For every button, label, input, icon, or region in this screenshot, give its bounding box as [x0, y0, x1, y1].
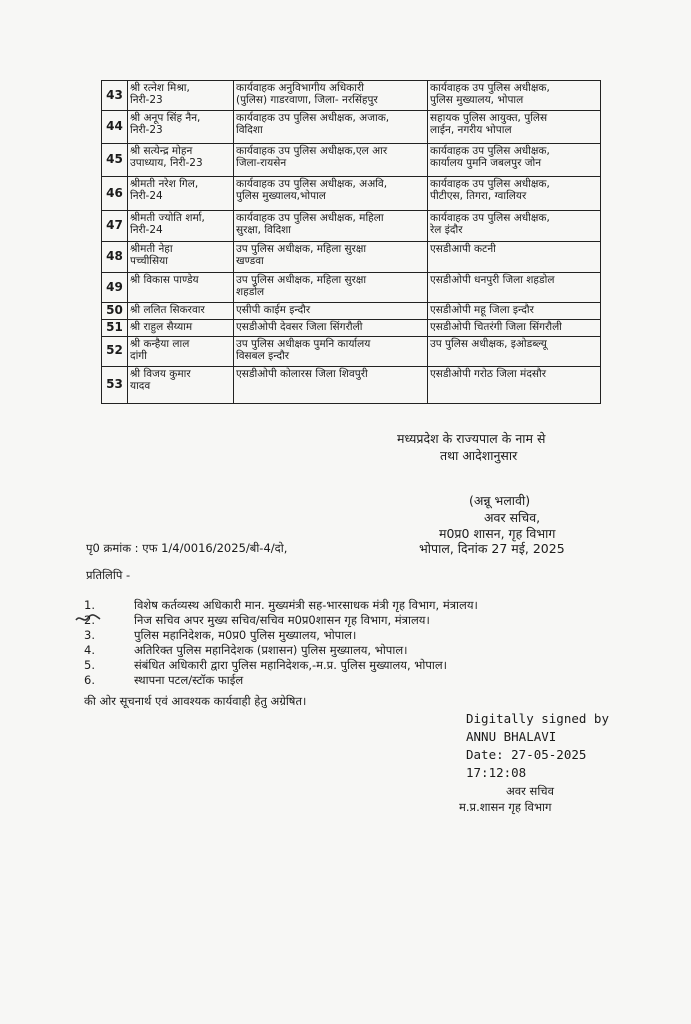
signatory-name: (अन्नू भलावी) — [469, 493, 531, 508]
table-row — [102, 303, 601, 320]
serial-number-cell: 49 — [102, 273, 128, 303]
serial-number-cell: 43 — [102, 81, 128, 111]
table-row — [102, 144, 601, 177]
table-row — [102, 242, 601, 273]
signature-department: म.प्र.शासन गृह विभाग — [459, 800, 552, 814]
endorsement-place-date: भोपाल, दिनांक 27 मई, 2025 — [419, 541, 565, 556]
new-posting-cell: उप पुलिस अधीक्षक, इओडब्ल्यू — [428, 336, 601, 366]
copy-item-text: पुलिस महानिदेशक, म0प्र0 पुलिस मुख्यालय, भोपाल। — [134, 628, 357, 642]
current-posting-cell: उप पुलिस अधीक्षक पुमनि कार्यालय विसबल इन्दौर — [234, 336, 428, 366]
table-row — [102, 273, 601, 303]
table-row — [102, 211, 601, 242]
new-posting-cell: एसडीओपी गरोठ जिला मंदसौर — [428, 366, 601, 403]
officer-name-cell: श्रीमती नरेश गिल, निरी-24 — [128, 177, 234, 211]
copy-item-number: 3. — [84, 628, 95, 642]
table-row — [102, 366, 601, 403]
copy-item — [84, 598, 478, 613]
digital-signature-line: Date: 27-05-2025 — [466, 747, 587, 762]
copy-item-text: स्थापना पटल/स्टॉक फाईल — [134, 673, 244, 687]
copy-item-number: 1. — [84, 598, 95, 612]
table-row — [102, 177, 601, 211]
new-posting-cell: कार्यवाहक उप पुलिस अधीक्षक, पीटीएस, तिगरा, ग्वालियर — [428, 177, 601, 211]
officer-name-cell: श्री ललित सिकरवार — [128, 303, 234, 320]
copy-item — [84, 643, 478, 658]
current-posting-cell: कार्यवाहक उप पुलिस अधीक्षक, महिला सुरक्षा, विदिशा — [234, 211, 428, 242]
copy-item-text: अतिरिक्त पुलिस महानिदेशक (प्रशासन) पुलिस मुख्यालय, भोपाल। — [134, 643, 408, 657]
table-row — [102, 111, 601, 144]
serial-number-cell: 45 — [102, 144, 128, 177]
copy-item-number: 2. — [84, 613, 95, 627]
table-row — [102, 319, 601, 336]
serial-number-cell: 48 — [102, 242, 128, 273]
officer-name-cell: श्री विकास पाण्डेय — [128, 273, 234, 303]
transfer-table — [101, 80, 601, 404]
new-posting-cell: कार्यवाहक उप पुलिस अधीक्षक, रेल इंदौर — [428, 211, 601, 242]
copy-item-number: 4. — [84, 643, 95, 657]
serial-number-cell: 50 — [102, 303, 128, 320]
new-posting-cell: एसडीओपी धनपुरी जिला शहडोल — [428, 273, 601, 303]
new-posting-cell: कार्यवाहक उप पुलिस अधीक्षक, पुलिस मुख्यालय, भोपाल — [428, 81, 601, 111]
copy-item-text: निज सचिव अपर मुख्य सचिव/सचिव म0प्र0शासन गृह विभाग, मंत्रालय। — [134, 613, 430, 627]
serial-number-cell: 53 — [102, 366, 128, 403]
serial-number-cell: 46 — [102, 177, 128, 211]
serial-number-cell: 51 — [102, 319, 128, 336]
digital-signature-line: 17:12:08 — [466, 765, 527, 780]
new-posting-cell: एसडीओपी चितरंगी जिला सिंगरौली — [428, 319, 601, 336]
signature-designation: अवर सचिव — [506, 784, 554, 798]
current-posting-cell: कार्यवाहक अनुविभागीय अधिकारी (पुलिस) गाडरवाणा, जिला- नरसिंहपुर — [234, 81, 428, 111]
serial-number-cell: 47 — [102, 211, 128, 242]
current-posting-cell: कार्यवाहक उप पुलिस अधीक्षक,एल आर जिला-रायसेन — [234, 144, 428, 177]
current-posting-cell: एसडीओपी कोलारस जिला शिवपुरी — [234, 366, 428, 403]
endorsement-number: पृ0 क्रमांक : एफ 1/4/0016/2025/बी-4/दो, — [86, 541, 288, 555]
officer-name-cell: श्री विजय कुमार यादव — [128, 366, 234, 403]
new-posting-cell: एसडीआपी कटनी — [428, 242, 601, 273]
copy-item — [84, 673, 478, 688]
copy-closing: की ओर सूचनार्थ एवं आवश्यक कार्यवाही हेतु अग्रेषित। — [84, 694, 307, 708]
current-posting-cell: एसडीओपी देवसर जिला सिंगरौली — [234, 319, 428, 336]
current-posting-cell: उप पुलिस अधीक्षक, महिला सुरक्षा शहडोल — [234, 273, 428, 303]
officer-name-cell: श्री रत्नेश मिश्रा, निरी-23 — [128, 81, 234, 111]
order-line-2: तथा आदेशानुसार — [440, 448, 518, 463]
signatory-department: म0प्र0 शासन, गृह विभाग — [439, 526, 556, 541]
current-posting-cell: कार्यवाहक उप पुलिस अधीक्षक, अअवि, पुलिस मुख्यालय,भोपाल — [234, 177, 428, 211]
digital-signature-block — [466, 710, 609, 782]
officer-name-cell: श्री कन्हैया लाल दांगी — [128, 336, 234, 366]
serial-number-cell: 44 — [102, 111, 128, 144]
serial-number-cell: 52 — [102, 336, 128, 366]
copy-item-number: 5. — [84, 658, 95, 672]
current-posting-cell: उप पुलिस अधीक्षक, महिला सुरक्षा खण्डवा — [234, 242, 428, 273]
officer-name-cell: श्रीमती ज्योति शर्मा, निरी-24 — [128, 211, 234, 242]
new-posting-cell: एसडीओपी महू जिला इन्दौर — [428, 303, 601, 320]
digital-signature-line: ANNU BHALAVI — [466, 729, 557, 744]
copy-heading: प्रतिलिपि - — [86, 568, 131, 582]
copy-item-text: संबंधित अधिकारी द्वारा पुलिस महानिदेशक,-म.प्र. पुलिस मुख्यालय, भोपाल। — [134, 658, 448, 672]
digital-signature-line: Digitally signed by — [466, 711, 609, 726]
copy-item — [84, 613, 478, 628]
copy-list — [84, 598, 478, 688]
copy-item-number: 6. — [84, 673, 95, 687]
copy-item — [84, 628, 478, 643]
officer-name-cell: श्रीमती नेहा पच्चीसिया — [128, 242, 234, 273]
officer-name-cell: श्री राहुल सैय्याम — [128, 319, 234, 336]
current-posting-cell: एसीपी काईम इन्दौर — [234, 303, 428, 320]
officer-name-cell: श्री सत्येन्द्र मोहन उपाध्याय, निरी-23 — [128, 144, 234, 177]
copy-item — [84, 658, 478, 673]
current-posting-cell: कार्यवाहक उप पुलिस अधीक्षक, अजाक, विदिशा — [234, 111, 428, 144]
officer-name-cell: श्री अनूप सिंह नैन, निरी-23 — [128, 111, 234, 144]
table-row — [102, 81, 601, 111]
new-posting-cell: सहायक पुलिस आयुक्त, पुलिस लाईन, नगरीय भोपाल — [428, 111, 601, 144]
copy-item-text: विशेष कर्तव्यस्थ अधिकारी मान. मुख्यमंत्री सह-भारसाधक मंत्री गृह विभाग, मंत्रालय। — [134, 598, 478, 612]
signatory-designation: अवर सचिव, — [484, 510, 541, 525]
new-posting-cell: कार्यवाहक उप पुलिस अधीक्षक, कार्यालय पुमनि जबलपुर जोन — [428, 144, 601, 177]
order-line-1: मध्यप्रदेश के राज्यपाल के नाम से — [397, 431, 546, 446]
table-row — [102, 336, 601, 366]
